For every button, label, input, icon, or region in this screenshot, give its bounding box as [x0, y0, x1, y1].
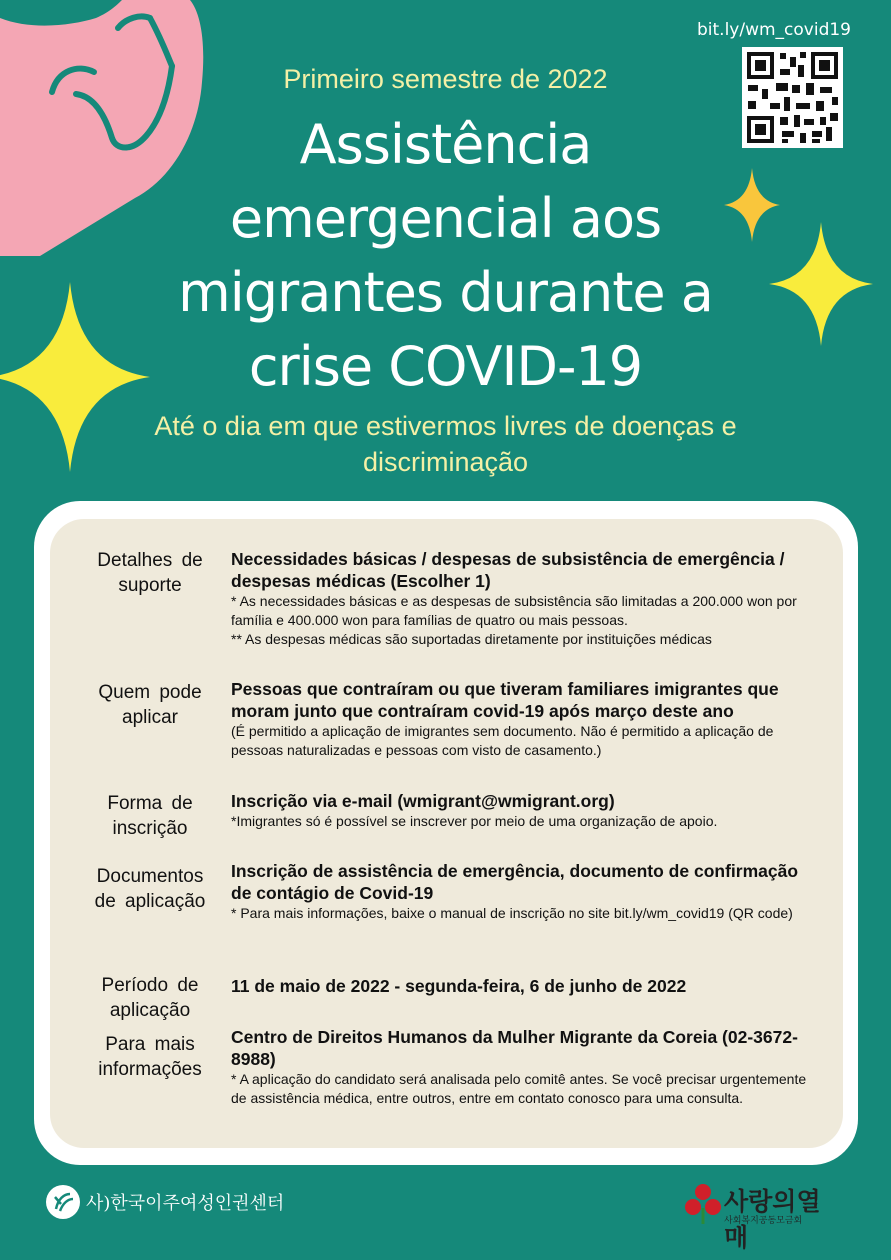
page-title [90, 108, 801, 404]
title-line: migrantes durante a [178, 261, 713, 324]
label-line: Quem pode [98, 682, 202, 703]
title-line: Assistência [299, 113, 592, 176]
row-label-who-can-apply [80, 680, 220, 730]
row-main-text: Necessidades básicas / despesas de subsistência de emergência / despesas médicas (Escolher 1) [231, 549, 785, 591]
row-label-support-details [80, 548, 220, 598]
label-line: informações [98, 1059, 202, 1080]
label-line: Forma de [107, 793, 193, 814]
label-line: Para mais [105, 1034, 195, 1055]
chest-subname: 사회복지공동모금회 [724, 1216, 803, 1226]
row-main-text: Pessoas que contraíram ou que tiveram familiares imigrantes que moram junto que contraíram covid-19 após março deste ano [231, 679, 779, 721]
row-label-application-form [80, 791, 220, 841]
url-text[interactable]: bit.ly/wm_covid19 [696, 20, 851, 40]
row-main-text: Inscrição de assistência de emergência, documento de confirmação de contágio de Covid-19 [231, 861, 799, 903]
row-note: * Para mais informações, baixe o manual de inscrição no site bit.ly/wm_covid19 (QR code) [231, 905, 793, 921]
row-note: * A aplicação do candidato será analisada pelo comitê antes. Se você precisar urgentemente de assistência médica, entre outros, entre em contato conosco para uma consulta. [231, 1071, 807, 1106]
three-red-flames-icon [684, 1182, 722, 1224]
label-line: suporte [118, 575, 182, 596]
tagline-line: discriminação [362, 447, 529, 477]
row-content-application-documents [231, 860, 823, 923]
row-content-more-info [231, 1026, 823, 1108]
row-content-application-period [231, 975, 823, 997]
subtitle: Primeiro semestre de 2022 [283, 64, 608, 94]
label-line: aplicar [122, 707, 178, 728]
row-note: * As necessidades básicas e as despesas de subsistência são limitadas a 200.000 won por família e 400.000 won para famílias de quatro ou mais pessoas. [231, 593, 797, 628]
label-line: inscrição [112, 818, 188, 839]
tagline-line: Até o dia em que estivermos livres de doenças e [154, 411, 737, 441]
row-content-application-form [231, 790, 823, 831]
row-main-text: Centro de Direitos Humanos da Mulher Migrante da Coreia (02-3672-8988) [231, 1027, 798, 1069]
row-content-support-details [231, 548, 823, 649]
row-main-text: 11 de maio de 2022 - segunda-feira, 6 de junho de 2022 [231, 976, 687, 996]
title-line: emergencial aos [229, 187, 662, 250]
row-note: ** As despesas médicas são suportadas diretamente por instituições médicas [231, 631, 712, 647]
label-line: de aplicação [94, 891, 206, 912]
organization-emblem-icon [46, 1185, 80, 1219]
tagline [100, 408, 791, 480]
label-line: aplicação [109, 1000, 191, 1021]
row-label-application-documents [80, 864, 220, 914]
row-label-more-info [80, 1032, 220, 1082]
label-line: Período de [101, 975, 199, 996]
label-line: Detalhes de [97, 550, 203, 571]
footer-logo-left [46, 1185, 284, 1219]
row-content-who-can-apply [231, 678, 823, 760]
row-note: (É permitido a aplicação de imigrantes sem documento. Não é permitido a aplicação de pessoas naturalizadas e pessoas com visto de casamento.) [231, 723, 774, 758]
label-line: Documentos [96, 866, 204, 887]
organization-name: 사)한국이주여성인권센터 [86, 1193, 285, 1214]
chest-name: 사랑의열매 [724, 1187, 821, 1252]
title-line: crise COVID-19 [248, 335, 643, 398]
footer-logo-right [684, 1182, 844, 1252]
row-main-text: Inscrição via e-mail (wmigrant@wmigrant.org) [231, 791, 615, 811]
row-label-application-period [80, 973, 220, 1023]
row-note: *Imigrantes só é possível se inscrever por meio de uma organização de apoio. [231, 813, 718, 829]
